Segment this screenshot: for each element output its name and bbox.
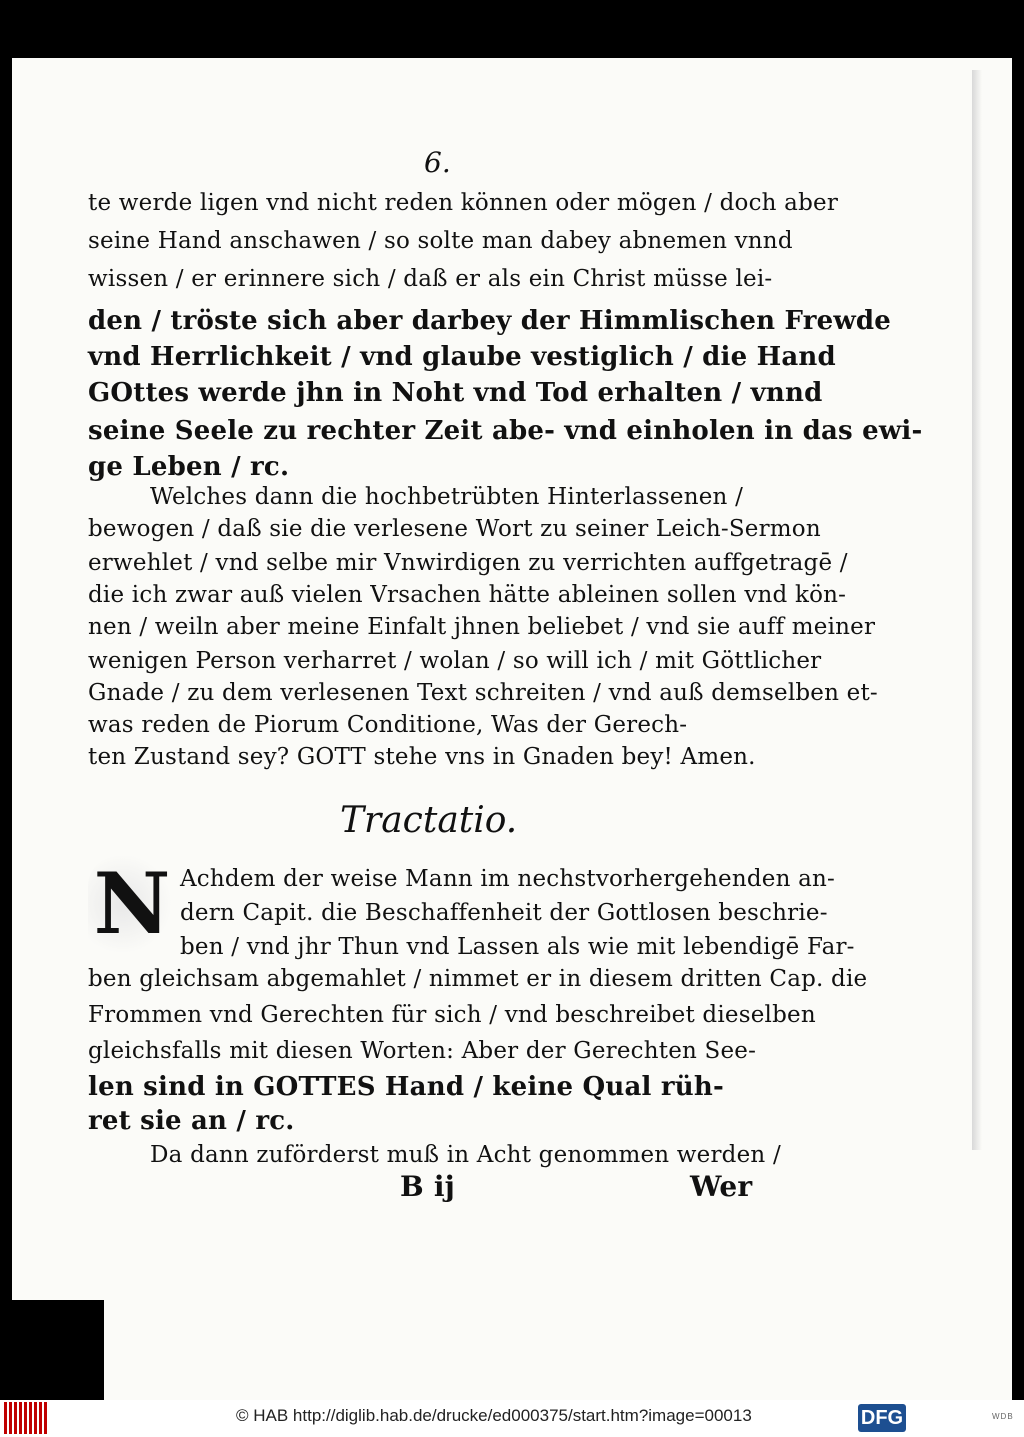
text-line: Achdem der weise Mann im nechstvorhergehenden an- [180,866,836,892]
text-line: ben / vnd jhr Thun vnd Lassen als wie mit lebendigē Far- [180,934,855,960]
text-line: ge Leben / rc. [88,452,290,482]
text-line: seine Hand anschawen / so solte man dabey abnemen vnnd [88,228,793,254]
catchword: Wer [690,1170,753,1203]
text-line: was reden de Piorum Conditione, Was der Gerech- [88,712,688,738]
text-line: erwehlet / vnd selbe mir Vnwirdigen zu verrichten auffgetragē / [88,550,848,576]
text-line: ten Zustand sey? GOTT stehe vns in Gnaden bey! Amen. [88,744,756,770]
text-line: GOttes werde jhn in Noht vnd Tod erhalten / vnnd [88,378,823,408]
text-line: seine Seele zu rechter Zeit abe- vnd einholen in das ewi- [88,416,923,446]
text-line: ret sie an / rc. [88,1106,295,1136]
text-line: vnd Herrlichkeit / vnd glaube vestiglich / die Hand [88,342,836,372]
text-line: nen / weiln aber meine Einfalt jhnen beliebet / vnd sie auff meiner [88,614,876,640]
text-line: ben gleichsam abgemahlet / nimmet er in diesem dritten Cap. die [88,966,868,992]
decorated-initial: N [93,854,171,953]
text-line: Frommen vnd Gerechten für sich / vnd beschreibet dieselben [88,1002,816,1028]
signature-mark: B ij [400,1170,455,1203]
text-line: gleichsfalls mit diesen Worten: Aber der Gerechten See- [88,1038,757,1064]
text-line: Gnade / zu dem verlesenen Text schreiten / vnd auß demselben et- [88,680,878,706]
text-line: Welches dann die hochbetrübten Hinterlassenen / [150,484,744,510]
text-line: die ich zwar auß vielen Vrsachen hätte ableinen sollen vnd kön- [88,582,847,608]
scan-border-lower-left [12,1300,104,1400]
text-line: wenigen Person verharret / wolan / so will ich / mit Göttlicher [88,648,822,674]
text-line: dern Capit. die Beschaffenheit der Gottlosen beschrie- [180,900,828,926]
text-line: len sind in GOTTES Hand / keine Qual rüh- [88,1072,724,1102]
text-line: Da dann zuförderst muß in Acht genommen werden / [150,1142,781,1168]
text-line: bewogen / daß sie die verlesene Wort zu seiner Leich-Sermon [88,516,821,542]
dfg-logo-icon: DFG [858,1404,906,1432]
text-line: wissen / er erinnere sich / daß er als ein Christ müsse lei- [88,266,773,292]
text-line: den / tröste sich aber darbey der Himmlischen Frewde [88,306,892,336]
copyright-link[interactable]: © HAB http://diglib.hab.de/drucke/ed000375/start.htm?image=00013 [236,1406,752,1425]
page-number: 6. [424,146,451,179]
section-heading: Tractatio. [340,800,518,841]
page-edge-shadow [972,70,982,1150]
wdb-label: WDB [992,1412,1014,1421]
hab-logo-icon [4,1402,48,1434]
text-line: te werde ligen vnd nicht reden können oder mögen / doch aber [88,190,839,216]
